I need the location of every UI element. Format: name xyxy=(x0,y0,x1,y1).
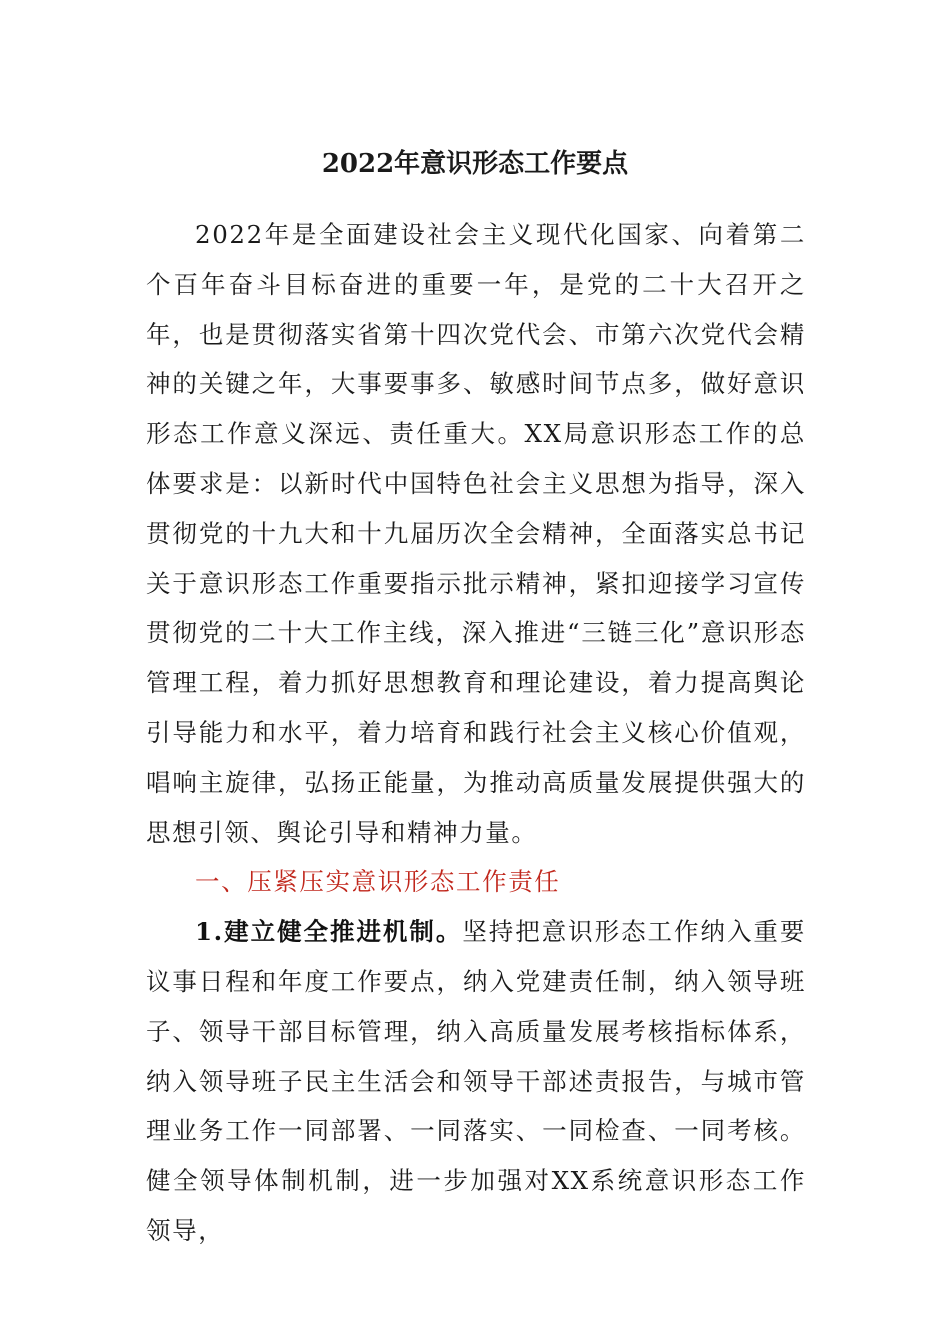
document-body xyxy=(146,210,806,1256)
intro-paragraph: 2022年是全面建设社会主义现代化国家、向着第二个百年奋斗目标奋进的重要一年，是党的二十大召开之年，也是贯彻落实省第十四次党代会、市第六次党代会精神的关键之年，大事要事多、敏感时间节点多，做好意识形态工作意义深远、责任重大。XX局意识形态工作的总体要求是：以新时代中国特色社会主义思想为指导，深入贯彻党的十九大和十九届历次全会精神，全面落实总书记关于意识形态工作重要指示批示精神，紧扣迎接学习宣传贯彻党的二十大工作主线，深入推进“三链三化”意识形态管理工程，着力抓好思想教育和理论建设，着力提高舆论引导能力和水平，着力培育和践行社会主义核心价值观，唱响主旋律，弘扬正能量，为推动高质量发展提供强大的思想引领、舆论引导和精神力量。 xyxy=(146,220,806,847)
item-1-lead: 1.建立健全推进机制。 xyxy=(195,917,463,947)
section-heading-1: 一、压紧压实意识形态工作责任 xyxy=(195,867,561,897)
item-1-text: 坚持把意识形态工作纳入重要议事日程和年度工作要点，纳入党建责任制，纳入领导班子、领导干部目标管理，纳入高质量发展考核指标体系，纳入领导班子民主生活会和领导干部述责报告，与城市管理业务工作一同部署、一同落实、一同检查、一同考核。健全领导体制机制，进一步加强对XX系统意识形态工作领导， xyxy=(146,917,806,1245)
item-paragraph-1 xyxy=(146,907,806,1256)
document-title: 2022年意识形态工作要点 xyxy=(321,149,629,179)
